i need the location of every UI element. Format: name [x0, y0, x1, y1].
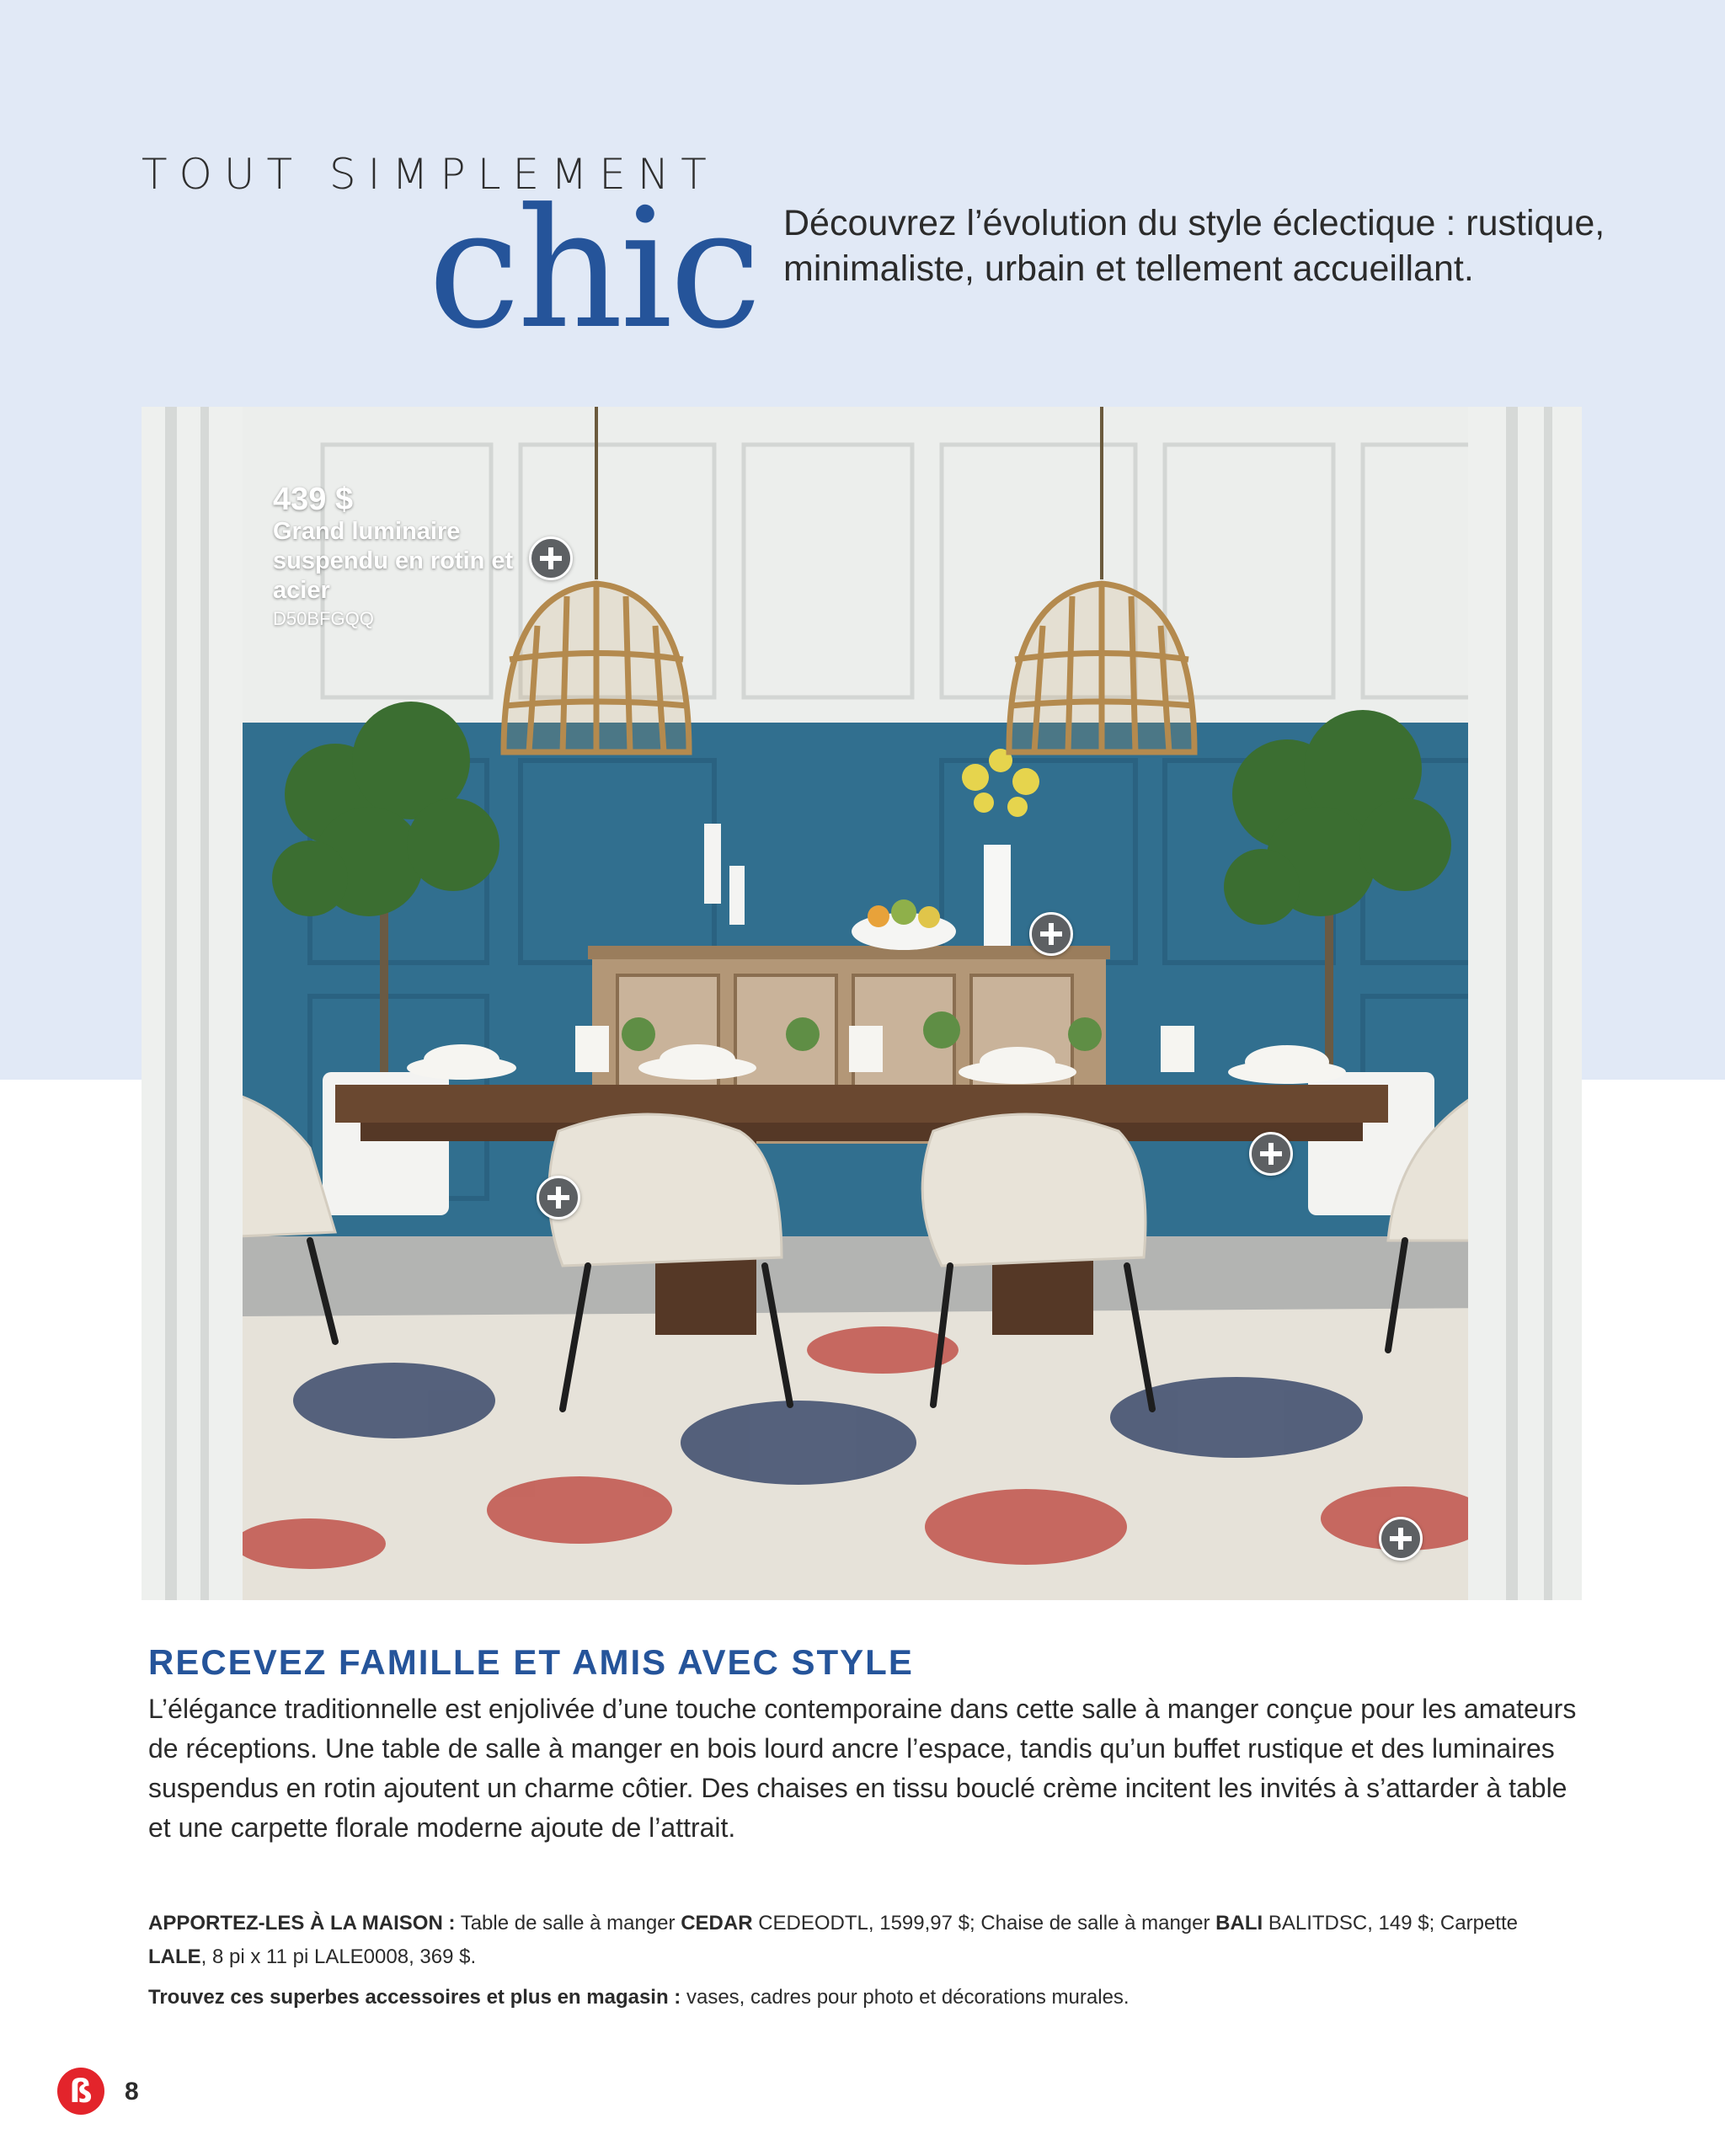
shop-text-3: BALITDSC, 149 $; Carpette: [1263, 1912, 1518, 1935]
plus-icon[interactable]: [1249, 1132, 1293, 1176]
price-tag: [273, 482, 551, 632]
brand-logo: ß: [57, 2068, 104, 2115]
product-name: Grand luminaire suspendu en rotin et acier: [273, 518, 514, 604]
intro-text: Découvrez l’évolution du style éclectique : rustique, minimaliste, urbain et tellement accueillant.: [783, 203, 1605, 289]
plus-icon[interactable]: [537, 1176, 580, 1219]
page-title: chic: [428, 173, 759, 366]
shop-label: APPORTEZ-LES À LA MAISON :: [148, 1912, 456, 1935]
product-price: 439 $: [273, 482, 354, 517]
shop-line: [148, 1907, 1580, 1974]
dining-room-photo: [142, 407, 1582, 1600]
shop-bold-2: BALI: [1215, 1912, 1263, 1935]
accessories-text: vases, cadres pour photo et décorations murales.: [681, 1986, 1130, 2009]
page-number: 8: [125, 2078, 139, 2105]
kicker-title: TOUT SIMPLEMENT: [142, 150, 718, 199]
accessories-label: Trouvez ces superbes accessoires et plus en magasin :: [148, 1986, 681, 2009]
product-sku: D50BFGQQ: [273, 608, 374, 629]
plus-icon[interactable]: [529, 536, 573, 580]
shop-text-4: , 8 pi x 11 pi LALE0008, 369 $.: [200, 1945, 477, 1968]
shop-text-2: CEDEODTL, 1599,97 $; Chaise de salle à manger: [752, 1912, 1216, 1935]
section-heading: RECEVEZ FAMILLE ET AMIS AVEC STYLE: [148, 1642, 914, 1682]
shop-bold-3: LALE: [148, 1945, 201, 1968]
shop-bold-1: CEDAR: [681, 1912, 753, 1935]
plus-icon[interactable]: [1029, 912, 1073, 956]
plus-icon[interactable]: [1379, 1517, 1423, 1561]
accessories-line: [148, 1981, 1580, 2015]
shop-text-1: Table de salle à manger: [455, 1912, 681, 1935]
section-body: L’élégance traditionnelle est enjolivée d’une touche contemporaine dans cette salle à manger conçue pour les amateurs de réceptions. Une table de salle à manger en bois lourd ancre l’espace, tandis qu’un buffet rustique et des luminaires suspendus en rotin ajoutent un charme côtier. Des chaises en tissu bouclé crème incitent les invités à s’attarder à table et une carpette florale moderne ajoute de l’attrait.: [148, 1694, 1577, 1843]
